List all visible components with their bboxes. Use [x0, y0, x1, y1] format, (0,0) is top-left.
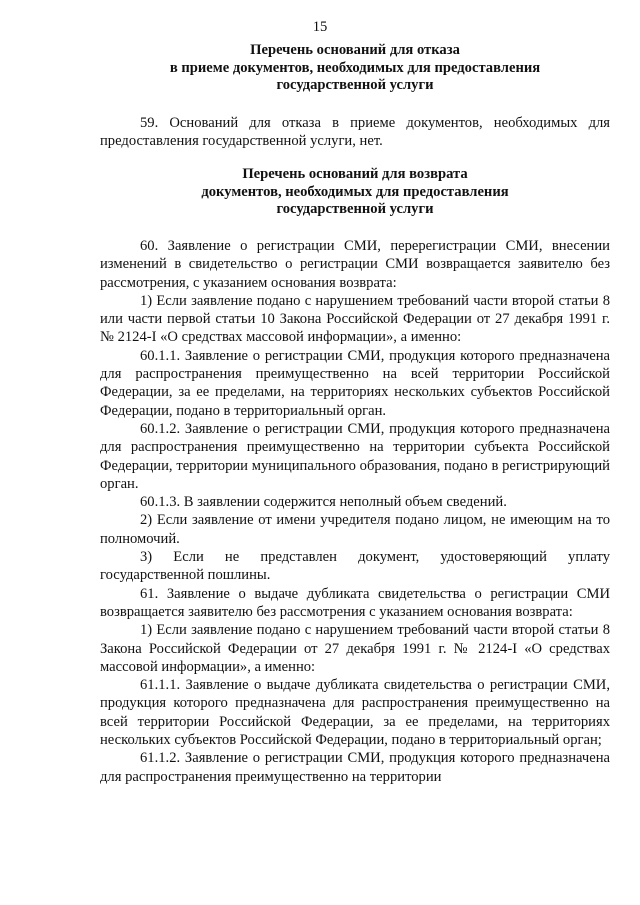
paragraph-60-3: 3) Если не представлен документ, удостоверяющий уплату государственной пошлины.: [100, 549, 610, 584]
paragraph-61-1: 1) Если заявление подано с нарушением требований части второй статьи 8 Закона Российской Федерации от 27 декабря 1991 г. № 2124-I «О средствах массовой информации», а именно:: [100, 622, 610, 675]
paragraph-59-block: [100, 114, 610, 151]
paragraph-61-1-1: 61.1.1. Заявление о выдаче дубликата свидетельства о регистрации СМИ, продукция которого предназначена для распространения преимущественно на всей территории Российской Федерации, за ее пределами, на территориях нескольких субъектов Российской Федерации, подано в территориальный орган;: [100, 677, 610, 749]
paragraph-60-1-3: 60.1.3. В заявлении содержится неполный объем сведений.: [140, 494, 507, 511]
paragraph-59: 59. Оснований для отказа в приеме документов, необходимых для предоставления государственной услуги, нет.: [100, 115, 610, 150]
paragraph-61-1-2: 61.1.2. Заявление о регистрации СМИ, продукция которого предназначена для распространения преимущественно на территории: [100, 750, 610, 785]
paragraph-60-2: 2) Если заявление от имени учредителя подано лицом, не имеющим на то полномочий.: [100, 512, 610, 547]
section-heading-refusal: [100, 42, 610, 95]
paragraph-60: 60. Заявление о регистрации СМИ, перерегистрации СМИ, внесении изменений в свидетельство о регистрации СМИ возвращается заявителю без рассмотрения, с указанием основания возврата:: [100, 238, 610, 291]
page-number: 15: [312, 19, 328, 35]
heading-line: документов, необходимых для предоставления: [201, 183, 509, 200]
body-text: [100, 237, 610, 786]
heading-line: государственной услуги: [276, 201, 434, 217]
heading-line: Перечень оснований для отказа: [250, 42, 460, 58]
paragraph-60-1-2: 60.1.2. Заявление о регистрации СМИ, продукция которого предназначена для распространения преимущественно на территории субъекта Российской Федерации, территории муниципального образования, подано в регистрирующий орган.: [100, 420, 610, 492]
paragraph-60-1: 1) Если заявление подано с нарушением требований части второй статьи 8 или части первой статьи 10 Закона Российской Федерации от 27 декабря 1991 г. № 2124-I «О средствах массовой информации», а именно:: [100, 292, 610, 346]
paragraph-61: 61. Заявление о выдаче дубликата свидетельства о регистрации СМИ возвращается заявителю без рассмотрения с указанием основания возврата:: [100, 585, 610, 620]
section-heading-return: [100, 166, 610, 219]
heading-line: Перечень оснований для возврата: [242, 166, 468, 182]
paragraph-60-1-1: 60.1.1. Заявление о регистрации СМИ, продукция которого предназначена для распространения преимущественно на всей территории Российской Федерации, за ее пределами, на территориях нескольких субъектов Российской Федерации, подано в территориальный орган.: [100, 347, 610, 419]
heading-line: государственной услуги: [276, 77, 434, 93]
heading-line: в приеме документов, необходимых для предоставления: [169, 59, 541, 76]
